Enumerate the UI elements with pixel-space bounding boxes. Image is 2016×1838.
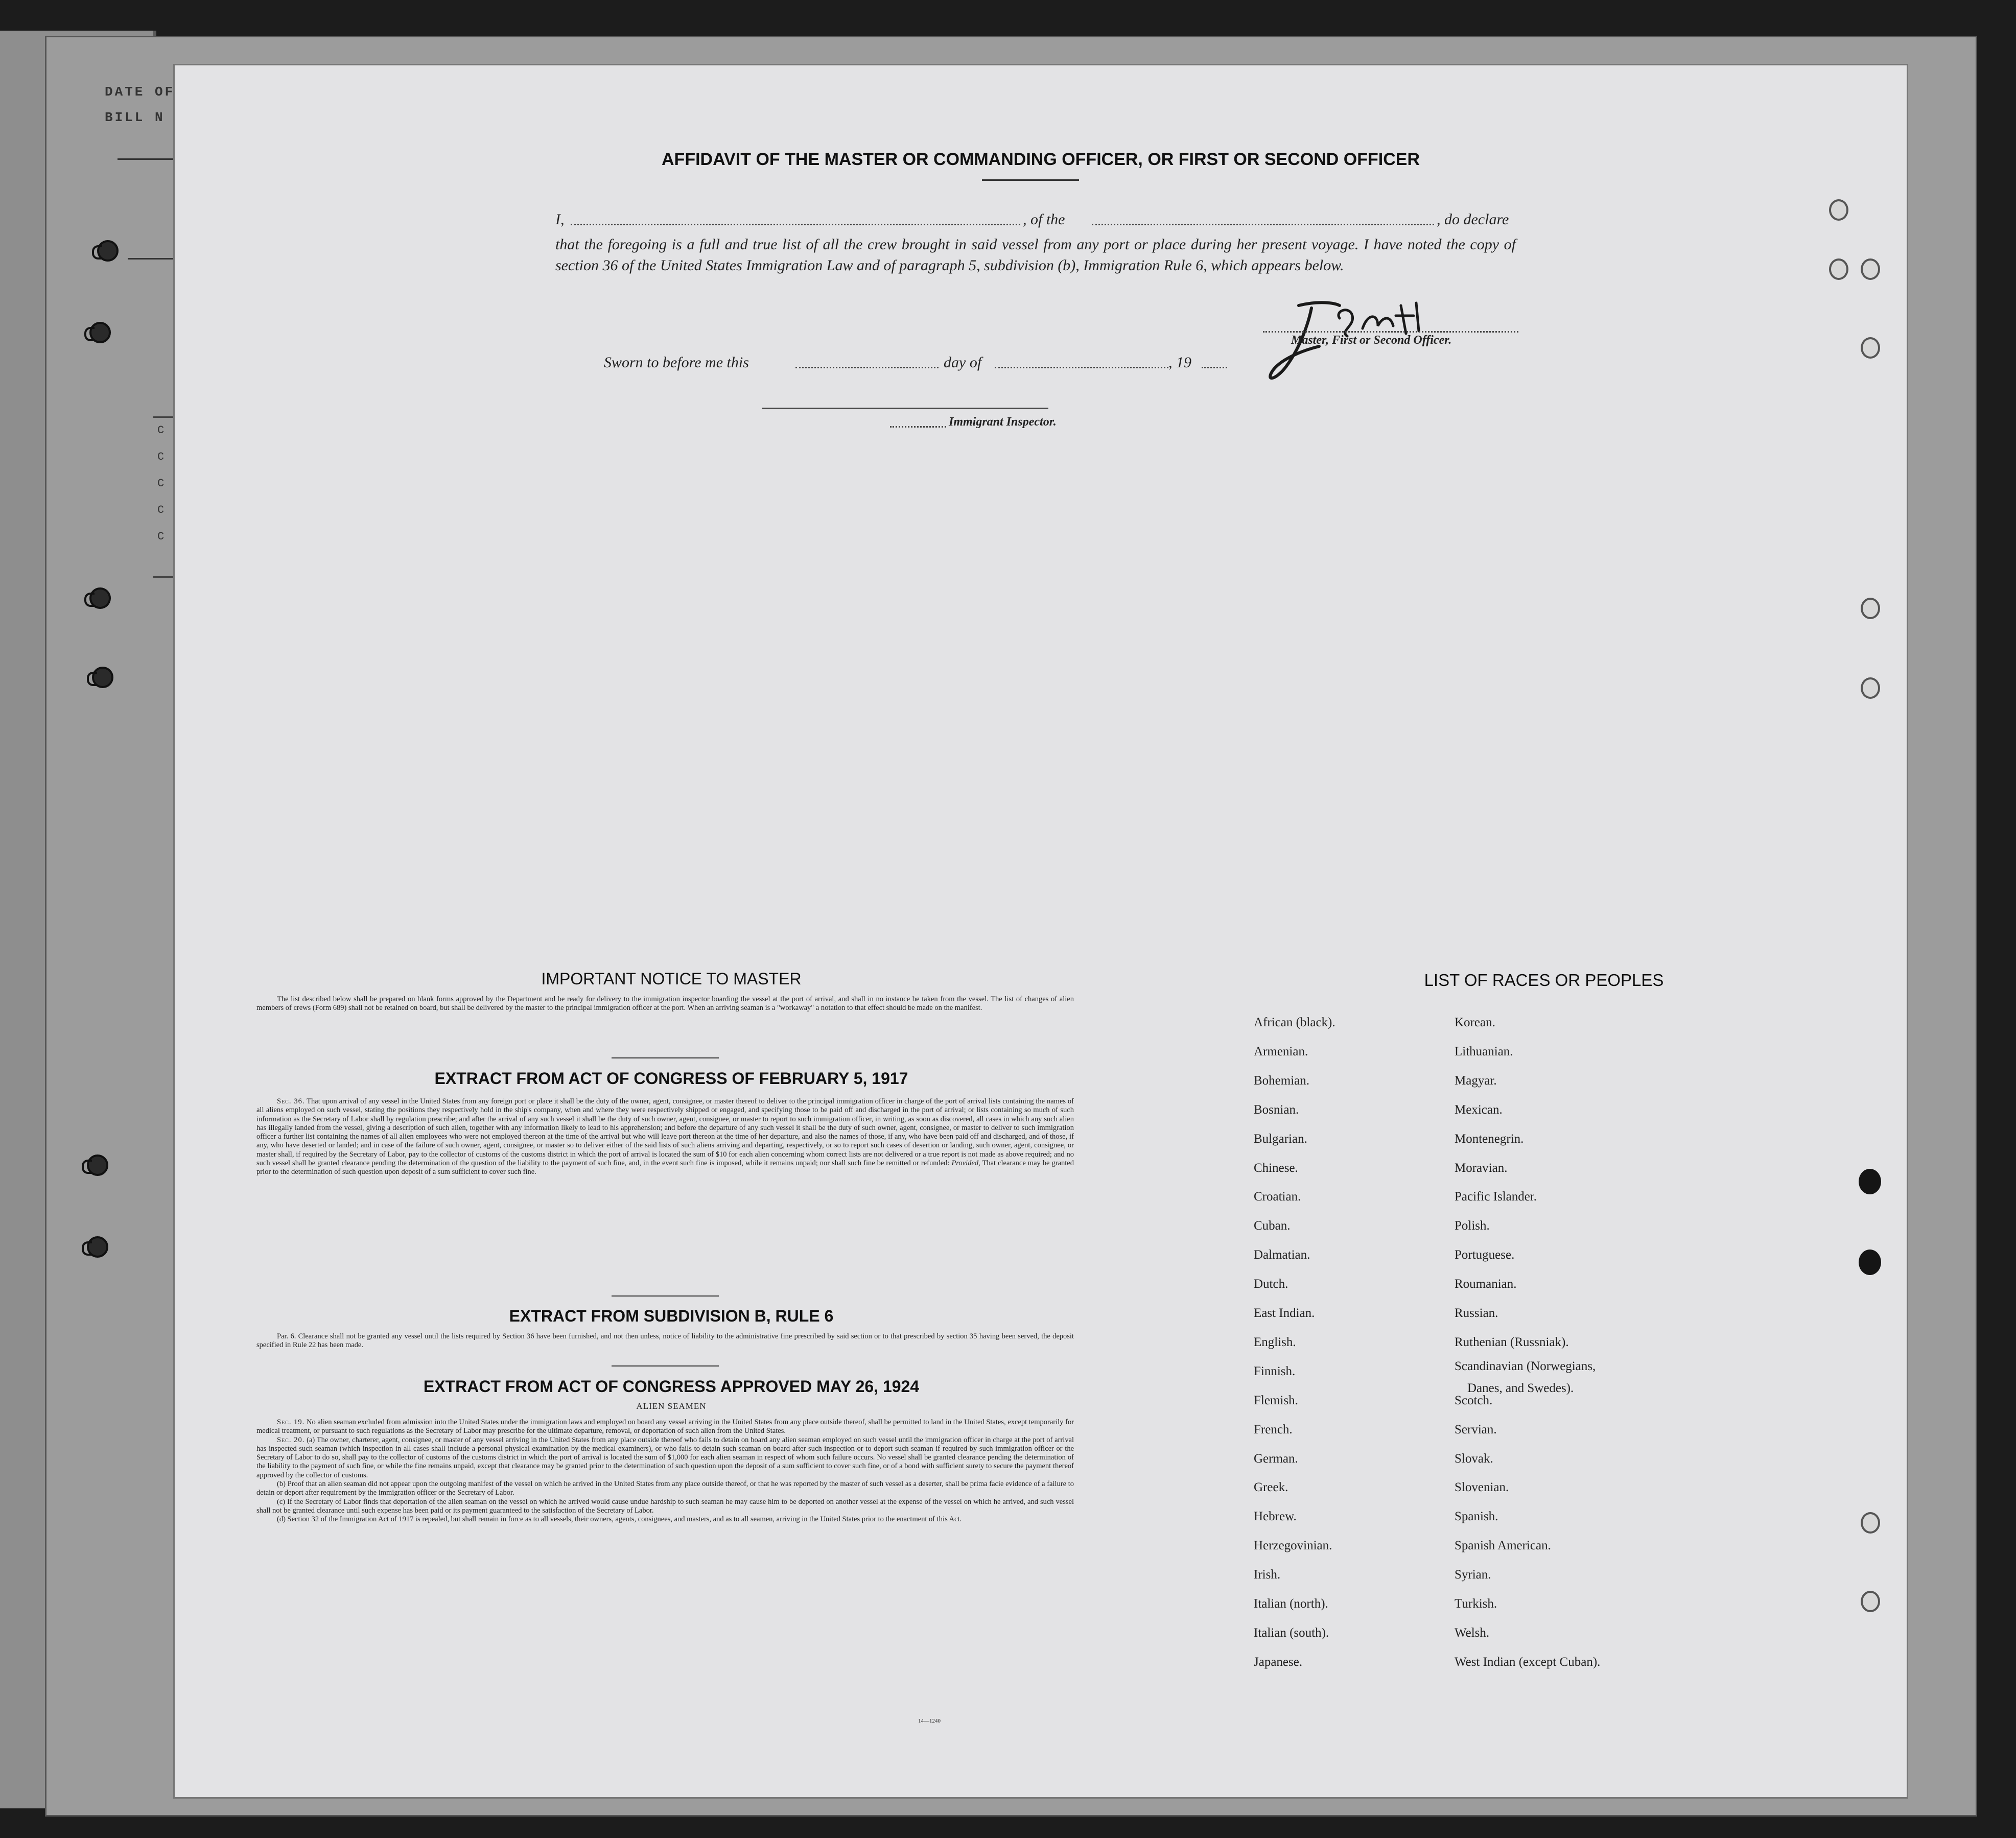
- race-item: Montenegrin.: [1455, 1132, 1524, 1146]
- race-item: Magyar.: [1455, 1073, 1497, 1088]
- race-item: Ruthenian (Russniak).: [1455, 1335, 1569, 1349]
- binder-hole-icon: [89, 587, 111, 609]
- race-item: English.: [1254, 1335, 1296, 1349]
- binder-hole-icon: [89, 322, 111, 343]
- punch-hole-filled-icon: [1859, 1250, 1881, 1275]
- race-item: Mexican.: [1455, 1102, 1503, 1117]
- punch-hole-icon: [1861, 598, 1880, 619]
- race-item: Spanish American.: [1455, 1539, 1551, 1553]
- title-rule: [982, 179, 1079, 181]
- extract-rule6-text: Par. 6. Clearance shall not be granted any vessel until the lists required by Section 36 have been furnished, and not then unless, notice of liability to the administrative fine prescribed by said section or to that prescribed by section 35 having been served, the deposit specified in Rule 22 has been made.: [256, 1332, 1074, 1350]
- punch-hole-icon: [1861, 1512, 1880, 1534]
- race-item: Finnish.: [1254, 1364, 1296, 1378]
- race-item: Japanese.: [1254, 1655, 1303, 1669]
- races-title: LIST OF RACES OR PEOPLES: [1424, 971, 1664, 989]
- race-item: Bulgarian.: [1254, 1132, 1307, 1146]
- punch-hole-icon: [1861, 337, 1880, 359]
- race-item: Hebrew.: [1254, 1510, 1297, 1524]
- race-item: Roumanian.: [1455, 1277, 1517, 1291]
- race-item: Irish.: [1254, 1568, 1281, 1582]
- race-item: Herzegovinian.: [1254, 1539, 1332, 1553]
- race-item: Polish.: [1455, 1219, 1490, 1233]
- inspector-signature-line: [762, 408, 1048, 409]
- race-item: Scotch.: [1455, 1393, 1493, 1407]
- extract-1924-text: Sec. 19. No alien seaman excluded from admission into the United States under the immigration laws and employed on board any vessel arriving in the United States from any place outside thereof, shall be permitted to land in the United States, except temporarily for medical treatment, or pursuant to such regulations as the Secretary of Labor may prescribe for the ultimate departure, removal, or deportation of such alien from the United States. Sec. 20. (a) The owner, charterer, agent, consignee, or master of any vessel arriving in the United States from any place outside thereof who fails to detain on board any alien seaman employed on such vessel until the immigration officer in charge at the port of arrival has inspected such seaman (which inspection in all cases shall include a personal physical examination by the medical examiners), or who fails to detain such seaman on board after such inspection or to deport such seaman if required by such immigration officer or the Secretary of Labor to do so, shall pay to the collector of customs of the customs district in which the port of arrival is located the sum of $1,000 for each alien seaman in respect of whom such failure occurs. No vessel shall be granted clearance pending the determination of the liability to the payment of such fine, or while the fine remains unpaid, except that clearance may be granted prior to the determination of such question upon the deposit of a sum sufficient to cover such fine, or of a bond with sufficient surety to secure the payment thereof approved by the collector of customs. (b) Proof that an alien seaman did not appear upon the outgoing manifest of the vessel on which he arrived in the United States from any place outside thereof, or that he was reported by the master of such vessel as a deserter, shall be prima facie evidence of a failure to detain or deport after requirement by the immigration officer or the Secretary of Labor. (c) If the Secretary of Labor finds that deportation of the alien seaman on the vessel on which he arrived would cause undue hardship to such seaman he may cause him to be deported on another vessel at the expense of the vessel on which he arrived, and such vessel shall not be granted clearance until such expense has been paid or its payment guaranteed to the satisfaction of the Secretary of Labor. (d) Section 32 of the Immigration Act of 1917 is repealed, but shall remain in force as to all vessels, their owners, agents, consignees, and masters, and as to all seamen, arriving in the United States prior to the enactment of this Act.: [256, 1418, 1074, 1524]
- vessel-name-line: [1092, 224, 1434, 225]
- background-rule: [128, 258, 174, 260]
- background-label-date: DATE OF: [105, 84, 175, 100]
- race-item: Italian (north).: [1254, 1597, 1328, 1611]
- sworn-label: Sworn to before me this: [604, 354, 749, 371]
- extract-1917-text: Sec. 36. That upon arrival of any vessel in the United States from any foreign port or place it shall be the duty of the owner, agent, consignee, or master thereof to deliver to the principal immigration officer in charge of the port of arrival lists containing the names of all aliens employed on such vessel, stating the positions they respectively hold in the ship's company, when and where they were respectively shipped or engaged, and specifying those to be paid off and discharged in the port of arrival; or lists containing so much of such information as the Secretary of Labor shall by regulation prescribe; and after the arrival of any such vessel it shall be the duty of such owner, agent, consignee, or master to report to such immigration officer, in writing, as soon as discovered, all cases in which any such alien has illegally landed from the vessel, giving a description of such alien, together with any information likely to lead to his apprehension; and before the departure of any such vessel it shall be the duty of such owner, agent, consignee, or master to deliver to such immigration officer a further list containing the names of all alien employees who were not employed thereon at the time of the arrival but who will leave port thereon at the time of her departure, and also the names of those, if any, who have been paid off and discharged, and of those, if any, who have deserted or landed; and in case of the failure of such owner, agent, consignee, or master so to deliver either of the said lists of such aliens arriving and departing, respectively, or so to report such cases of desertion or landing, such owner, agent, consignee, or master shall, if required by the Secretary of Labor, pay to the collector of customs of the customs district in which the port of arrival is located the sum of $10 for each alien concerning whom correct lists are not delivered or a true report is not made as above required; and no such vessel shall be granted clearance pending the determination of the question of the liability to the payment of such fine, and, in the event such fine is imposed, while it remains unpaid; nor shall such fine be remitted or refunded: Provided, That clearance may be granted prior to the determination of such question upon deposit of a sum sufficient to cover such fine.: [256, 1097, 1074, 1176]
- notice-title: IMPORTANT NOTICE TO MASTER: [541, 970, 802, 988]
- race-item: Syrian.: [1455, 1568, 1491, 1582]
- binder-hole-icon: [97, 240, 119, 262]
- binder-hole-icon: [87, 1154, 108, 1176]
- race-item: Bohemian.: [1254, 1073, 1310, 1088]
- section-rule: [612, 1365, 719, 1366]
- affidavit-document: [175, 65, 1907, 1797]
- race-item: Moravian.: [1455, 1161, 1508, 1175]
- binder-hole-icon: [87, 1236, 108, 1258]
- race-item: Chinese.: [1254, 1161, 1298, 1175]
- background-label-bill: BILL N: [105, 110, 165, 125]
- extract-1924-subtitle: ALIEN SEAMEN: [636, 1401, 707, 1411]
- extract-rule6-title: EXTRACT FROM SUBDIVISION B, RULE 6: [509, 1307, 834, 1325]
- race-item: Croatian.: [1254, 1190, 1301, 1204]
- race-item: Armenian.: [1254, 1044, 1308, 1058]
- section-rule: [612, 1295, 719, 1297]
- form-number: 14—1240: [918, 1718, 941, 1724]
- race-item: Russian.: [1455, 1306, 1498, 1320]
- binder-hole-icon: [92, 667, 113, 688]
- affidavit-body: that the foregoing is a full and true list of all the crew brought in said vessel from any port or place during her present voyage. I have noted the copy of section 36 of the United States Immigration Law and of paragraph 5, subdivision (b), Immigration Rule 6, which appears below.: [555, 236, 1516, 274]
- race-item: Portuguese.: [1455, 1248, 1515, 1262]
- section-rule: [612, 1057, 719, 1058]
- sworn-year-line: [1202, 367, 1227, 368]
- year-label: , 19: [1168, 354, 1191, 371]
- race-item: Slovenian.: [1455, 1480, 1509, 1495]
- race-item: West Indian (except Cuban).: [1455, 1655, 1601, 1669]
- race-item: Turkish.: [1455, 1597, 1497, 1611]
- punch-hole-icon: [1829, 199, 1848, 221]
- race-item: Lithuanian.: [1455, 1044, 1513, 1058]
- extract-1924-title: EXTRACT FROM ACT OF CONGRESS APPROVED MAY 26, 1924: [423, 1377, 920, 1396]
- affidavit-title: AFFIDAVIT OF THE MASTER OR COMMANDING OFFICER, OR FIRST OR SECOND OFFICER: [662, 150, 1420, 169]
- signature-caption: Master, First or Second Officer.: [1291, 334, 1452, 347]
- race-item: Scandinavian (Norwegians,: [1455, 1359, 1596, 1373]
- race-item: Servian.: [1455, 1422, 1497, 1436]
- race-item: Korean.: [1455, 1016, 1495, 1029]
- race-item: Flemish.: [1254, 1393, 1298, 1407]
- race-item: Cuban.: [1254, 1219, 1291, 1233]
- race-item: Pacific Islander.: [1455, 1190, 1537, 1204]
- race-item: Slovak.: [1455, 1451, 1493, 1466]
- extract-1917-title: EXTRACT FROM ACT OF CONGRESS OF FEBRUARY 5, 1917: [434, 1069, 908, 1088]
- race-item: Welsh.: [1455, 1625, 1490, 1640]
- sworn-month-line: [995, 367, 1168, 368]
- inspector-label: Immigrant Inspector.: [949, 415, 1057, 429]
- declare-label: , do declare: [1437, 211, 1509, 228]
- race-item: Dutch.: [1254, 1277, 1288, 1291]
- of-the-label: , of the: [1023, 211, 1065, 228]
- race-item: Dalmatian.: [1254, 1248, 1310, 1262]
- race-item: French.: [1254, 1422, 1293, 1436]
- notice-text: The list described below shall be prepared on blank forms approved by the Department and be ready for delivery to the immigration inspector boarding the vessel at the port of arrival, and shall in no instance be taken from the vessel. The list of changes of alien members of crews (Form 689) shall not be retained on board, but shall be delivered by the master to the principal immigration officer at the port. When an arriving seaman is a "workaway" a notation to that effect should be made on the manifest.: [256, 995, 1074, 1012]
- background-box: C C C C C: [153, 416, 178, 578]
- race-item: Spanish.: [1455, 1510, 1498, 1524]
- race-item: East Indian.: [1254, 1306, 1315, 1320]
- signature-line: [1263, 331, 1518, 333]
- background-rule: [118, 158, 174, 160]
- punch-hole-icon: [1829, 258, 1848, 280]
- sworn-day-line: [795, 367, 939, 368]
- punch-hole-icon: [1861, 258, 1880, 280]
- race-item: Bosnian.: [1254, 1102, 1299, 1117]
- affiant-name-line: [571, 224, 1020, 225]
- inspector-dotted-line: [890, 426, 946, 428]
- race-item: Italian (south).: [1254, 1625, 1329, 1640]
- race-item: Danes, and Swedes).: [1467, 1381, 1574, 1395]
- day-of-label: day of: [944, 354, 982, 371]
- affiant-label: I,: [555, 211, 565, 228]
- punch-hole-filled-icon: [1859, 1169, 1881, 1194]
- punch-hole-icon: [1861, 1591, 1880, 1612]
- punch-hole-icon: [1861, 677, 1880, 699]
- race-item: Greek.: [1254, 1480, 1288, 1495]
- race-item: German.: [1254, 1451, 1298, 1466]
- race-item: African (black).: [1254, 1016, 1335, 1029]
